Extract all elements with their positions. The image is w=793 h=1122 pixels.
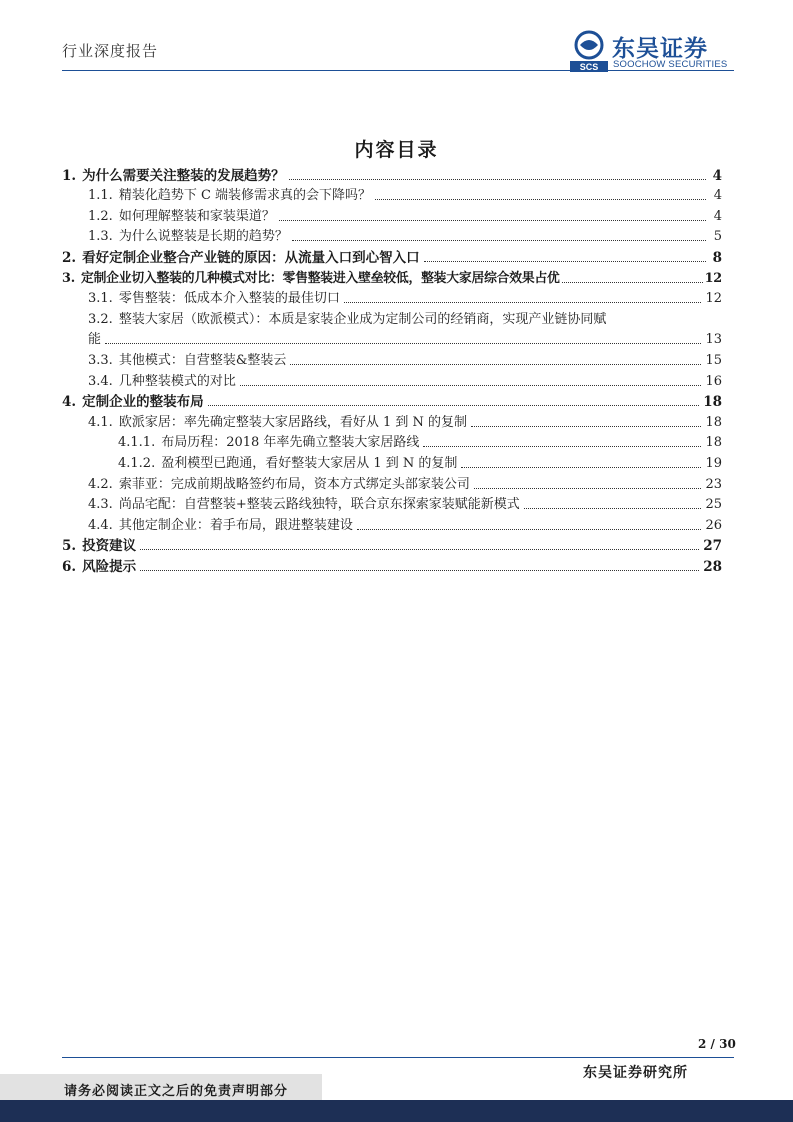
report-type-label: 行业深度报告 xyxy=(62,42,159,60)
toc-entry-title: 精装化趋势下 C 端装修需求真的会下降吗？ xyxy=(118,188,372,204)
table-of-contents xyxy=(62,163,722,575)
toc-entry[interactable] xyxy=(62,390,722,411)
toc-entry-title: 定制企业的整装布局 xyxy=(82,394,204,411)
toc-entry-title: 欧派家居：率先确定整装大家居路线，看好从 1 到 N 的复制 xyxy=(118,414,467,430)
toc-entry-page: 27 xyxy=(703,538,722,555)
toc-dot-leader xyxy=(562,282,703,283)
logo-mark-text: SCS xyxy=(579,62,599,72)
footer-divider xyxy=(62,1057,734,1058)
footer-bar xyxy=(0,1100,793,1122)
toc-entry-number: 1.1. xyxy=(88,188,113,204)
toc-dot-leader xyxy=(289,179,706,180)
toc-dot-leader xyxy=(424,261,706,262)
toc-entry-page: 4 xyxy=(713,208,722,224)
toc-dot-leader xyxy=(290,364,701,365)
toc-entry-page: 12 xyxy=(704,270,722,286)
toc-entry-page: 25 xyxy=(705,497,722,513)
toc-dot-leader xyxy=(461,467,701,468)
toc-entry[interactable] xyxy=(62,287,722,308)
toc-entry-title: 为什么需要关注整装的发展趋势？ xyxy=(82,167,285,184)
toc-entry-title: 定制企业切入整装的几种模式对比：零售整装进入壁垒较低，整装大家居综合效果占优 xyxy=(80,270,560,286)
toc-entry-page: 13 xyxy=(705,332,722,348)
toc-dot-leader xyxy=(240,385,702,386)
company-logo xyxy=(570,30,735,72)
page-number: 2 / 30 xyxy=(698,1037,736,1051)
toc-entry-title: 如何理解整装和家装渠道？ xyxy=(118,208,275,224)
toc-entry-title: 看好定制企业整合产业链的原因：从流量入口到心智入口 xyxy=(82,249,420,266)
toc-entry-page: 18 xyxy=(705,414,722,430)
toc-entry[interactable] xyxy=(62,513,722,534)
toc-entry-number: 1.3. xyxy=(88,229,113,245)
toc-entry-number: 3.4. xyxy=(88,373,113,389)
toc-dot-leader xyxy=(140,570,699,571)
toc-entry-continuation[interactable] xyxy=(62,328,722,349)
toc-entry-number: 2. xyxy=(62,249,77,266)
toc-entry[interactable] xyxy=(62,225,722,246)
toc-dot-leader xyxy=(140,549,699,550)
logo-english-name: SOOCHOW SECURITIES xyxy=(613,59,728,70)
toc-entry[interactable] xyxy=(62,348,722,369)
toc-entry-title: 尚品宅配：自营整装+整装云路线独特，联合京东探索家装赋能新模式 xyxy=(118,497,520,513)
toc-dot-leader xyxy=(375,199,706,200)
soochow-logo-icon xyxy=(570,30,608,72)
toc-entry-number: 3. xyxy=(62,270,75,286)
toc-entry-page: 23 xyxy=(705,476,722,492)
toc-entry-number: 1.2. xyxy=(88,208,113,224)
toc-entry-title: 整装大家居（欧派模式）：本质是家装企业成为定制公司的经销商，实现产业链协同赋 xyxy=(118,311,607,327)
toc-entry-number: 3.1. xyxy=(88,291,113,307)
toc-entry[interactable] xyxy=(62,493,722,514)
toc-entry-title: 几种整装模式的对比 xyxy=(118,373,236,389)
logo-chinese-name: 东吴证券 xyxy=(612,36,708,62)
toc-dot-leader xyxy=(524,508,702,509)
toc-entry-page: 26 xyxy=(705,517,722,533)
toc-entry-page: 19 xyxy=(705,455,722,471)
toc-dot-leader xyxy=(105,343,701,344)
toc-entry-title: 其他模式：自营整装&整装云 xyxy=(118,352,287,368)
toc-dot-leader xyxy=(279,220,706,221)
toc-entry-page: 4 xyxy=(712,167,722,184)
toc-entry-page: 4 xyxy=(713,188,722,204)
toc-entry-number: 4. xyxy=(62,394,77,411)
toc-entry-number: 3.3. xyxy=(88,352,113,368)
toc-dot-leader xyxy=(471,426,701,427)
institute-name: 东吴证券研究所 xyxy=(583,1065,688,1081)
toc-entry-page: 18 xyxy=(705,435,722,451)
toc-entry[interactable] xyxy=(62,163,722,184)
toc-entry-number: 4.4. xyxy=(88,517,113,533)
toc-entry-title: 索菲亚：完成前期战略签约布局，资本方式绑定头部家装公司 xyxy=(118,476,470,492)
toc-entry[interactable] xyxy=(62,204,722,225)
toc-entry[interactable] xyxy=(62,451,722,472)
toc-entry-title: 风险提示 xyxy=(82,558,137,575)
toc-title: 内容目录 xyxy=(354,139,439,161)
toc-entry[interactable] xyxy=(62,410,722,431)
toc-entry-title: 其他定制企业：着手布局，跟进整装建设 xyxy=(118,517,353,533)
toc-entry-page: 16 xyxy=(705,373,722,389)
disclaimer-notice: 请务必阅读正文之后的免责声明部分 xyxy=(64,1084,289,1099)
toc-entry-number: 4.1. xyxy=(88,414,113,430)
toc-entry-page: 5 xyxy=(713,229,722,245)
toc-entry-number: 3.2. xyxy=(88,311,113,327)
toc-entry[interactable] xyxy=(62,534,722,555)
toc-entry[interactable] xyxy=(62,266,722,287)
toc-entry-page: 28 xyxy=(703,558,722,575)
toc-dot-leader xyxy=(474,488,702,489)
toc-entry-number: 4.1.1. xyxy=(118,435,156,451)
toc-entry[interactable] xyxy=(62,472,722,493)
toc-entry-page: 12 xyxy=(705,291,722,307)
toc-dot-leader xyxy=(357,529,702,530)
toc-entry[interactable] xyxy=(62,369,722,390)
toc-entry[interactable] xyxy=(62,245,722,266)
toc-entry[interactable] xyxy=(62,184,722,205)
toc-entry-title: 投资建议 xyxy=(82,538,137,555)
toc-entry-title: 零售整装：低成本介入整装的最佳切口 xyxy=(118,291,340,307)
toc-entry-number: 4.3. xyxy=(88,497,113,513)
toc-entry-number: 5. xyxy=(62,538,77,555)
toc-entry-number: 4.2. xyxy=(88,476,113,492)
header-divider xyxy=(62,70,734,71)
toc-entry[interactable] xyxy=(62,307,722,328)
toc-dot-leader xyxy=(423,446,701,447)
toc-dot-leader xyxy=(292,240,706,241)
toc-entry-number: 6. xyxy=(62,558,77,575)
toc-dot-leader xyxy=(344,302,702,303)
toc-entry-title: 盈利模型已跑通，看好整装大家居从 1 到 N 的复制 xyxy=(161,455,458,471)
toc-entry[interactable] xyxy=(62,554,722,575)
toc-entry-title-continued: 能 xyxy=(88,332,102,348)
toc-entry-title: 布局历程：2018 年率先确立整装大家居路线 xyxy=(161,435,420,451)
toc-entry-page: 18 xyxy=(703,394,722,411)
toc-dot-leader xyxy=(208,405,700,406)
toc-entry-number: 1. xyxy=(62,167,77,184)
toc-entry-page: 15 xyxy=(705,352,722,368)
toc-entry-number: 4.1.2. xyxy=(118,455,156,471)
toc-entry[interactable] xyxy=(62,431,722,452)
toc-entry-page: 8 xyxy=(712,249,722,266)
toc-entry-title: 为什么说整装是长期的趋势？ xyxy=(118,229,288,245)
